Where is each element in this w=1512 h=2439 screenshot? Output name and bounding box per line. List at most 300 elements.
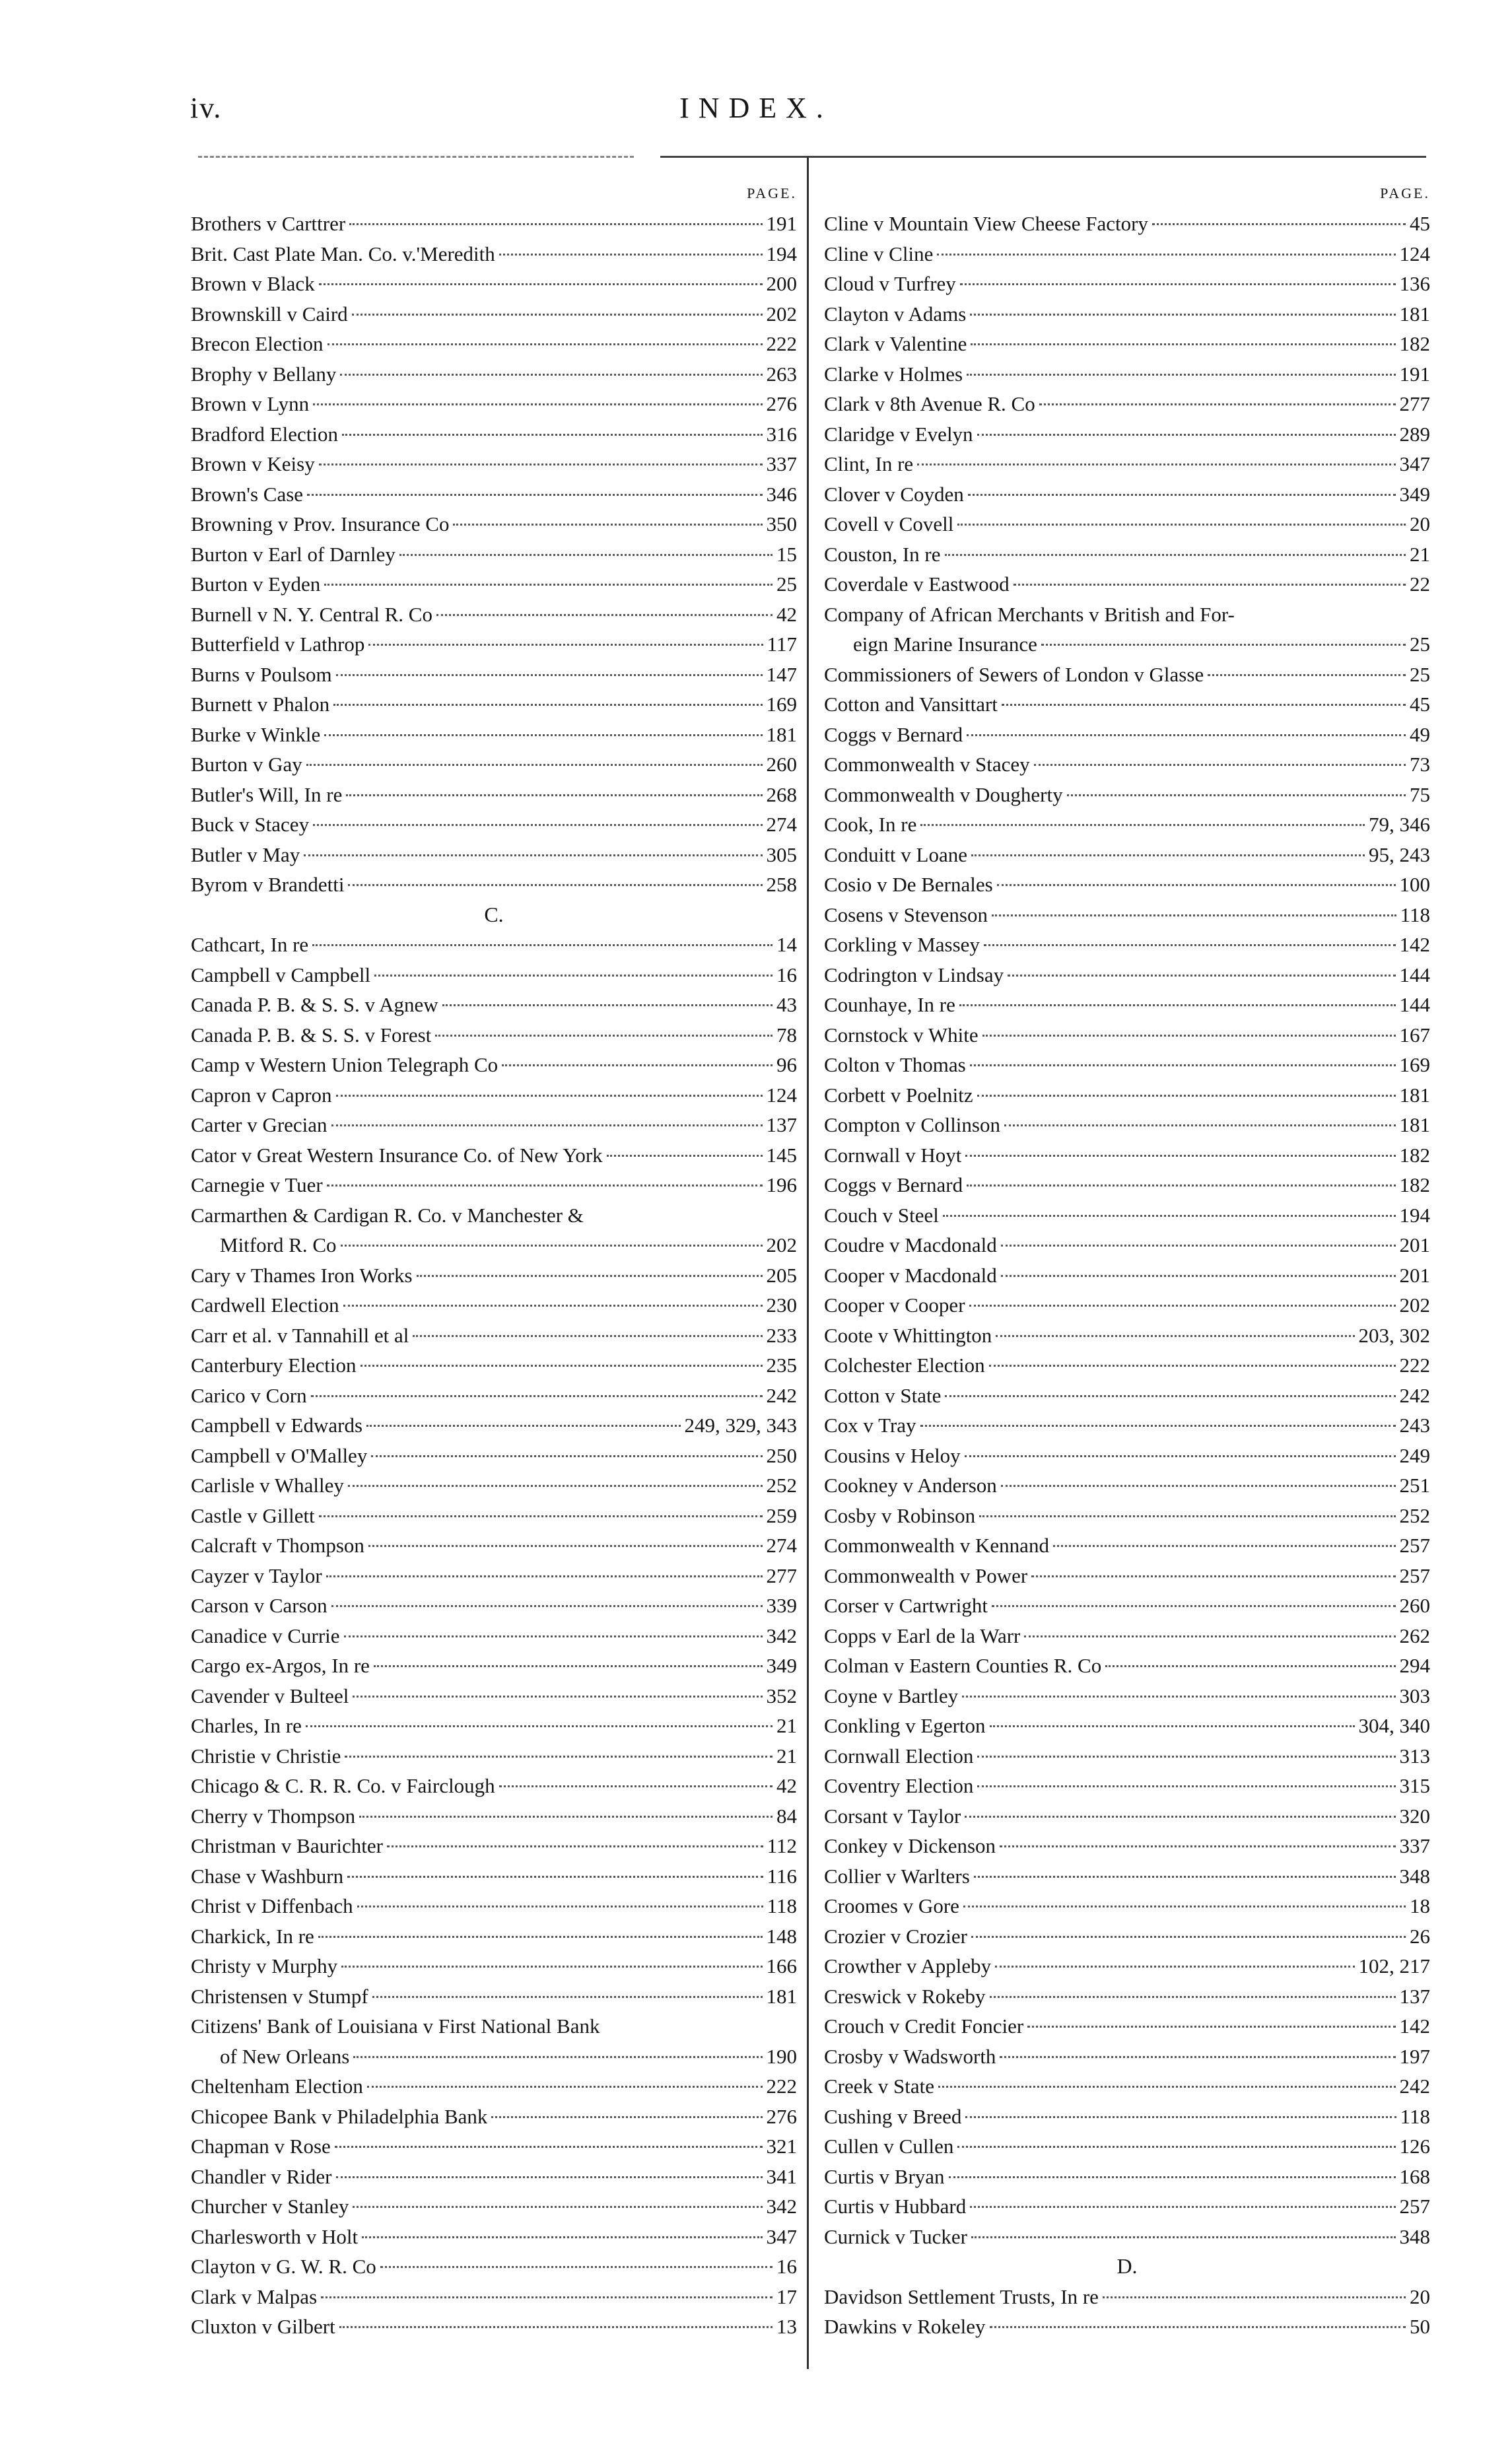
case-name: Charles, In re xyxy=(191,1714,302,1737)
dot-leader xyxy=(349,223,762,225)
dot-leader xyxy=(1001,1245,1396,1247)
page-reference: 118 xyxy=(1400,2104,1430,2128)
index-entry xyxy=(824,1951,1430,1981)
dot-leader xyxy=(341,1966,762,1968)
dot-leader xyxy=(346,794,762,796)
page-reference: 168 xyxy=(1399,2164,1430,2188)
page-reference: 124 xyxy=(766,1083,797,1107)
index-entry xyxy=(824,1110,1430,1140)
page-reference: 337 xyxy=(1399,1834,1430,1857)
index-entry xyxy=(824,209,1430,239)
index-entry xyxy=(191,960,797,990)
column-divider xyxy=(807,157,809,2369)
dot-leader xyxy=(1014,584,1406,586)
dot-leader xyxy=(387,1845,763,1847)
page-reference: 43 xyxy=(776,993,797,1016)
index-entry xyxy=(191,2071,797,2102)
index-entry xyxy=(824,299,1430,329)
index-entry xyxy=(824,2042,1430,2072)
dot-leader xyxy=(306,1725,773,1727)
case-name: Cooper v Macdonald xyxy=(824,1263,997,1287)
dot-leader xyxy=(990,2326,1406,2328)
page-reference: 350 xyxy=(766,512,797,535)
dot-leader xyxy=(368,644,763,646)
page-reference: 21 xyxy=(776,1744,797,1768)
case-name: Carter v Grecian xyxy=(191,1113,327,1136)
dot-leader xyxy=(321,2296,773,2298)
page-reference: 18 xyxy=(1410,1894,1430,1917)
case-name: Cornstock v White xyxy=(824,1023,979,1047)
index-entry xyxy=(191,689,797,720)
page-reference: 181 xyxy=(766,1984,797,2008)
dot-leader xyxy=(413,1335,762,1337)
index-entry xyxy=(191,509,797,539)
dot-leader xyxy=(970,314,1395,316)
page-reference: 251 xyxy=(1399,1474,1430,1497)
case-name: Christy v Murphy xyxy=(191,1954,338,1977)
case-name: Butler's Will, In re xyxy=(191,782,343,806)
index-entry xyxy=(824,1260,1430,1291)
case-name: Burnell v N. Y. Central R. Co xyxy=(191,602,432,626)
dot-leader xyxy=(368,1545,763,1547)
dot-leader xyxy=(342,434,763,436)
index-entry xyxy=(824,2282,1430,2312)
dot-leader xyxy=(417,1275,763,1277)
case-name: Carico v Corn xyxy=(191,1383,307,1407)
dot-leader xyxy=(399,554,773,556)
case-name: Coyne v Bartley xyxy=(824,1684,959,1707)
case-name-continuation: of New Orleans xyxy=(220,2044,350,2068)
case-name: Cator v Great Western Insurance Co. of New York xyxy=(191,1143,603,1167)
dot-leader xyxy=(331,1605,763,1607)
index-entry xyxy=(824,1921,1430,1952)
dot-leader xyxy=(357,1906,763,1907)
dot-leader xyxy=(971,343,1395,345)
index-entry xyxy=(191,419,797,450)
dot-leader xyxy=(943,1215,1396,1217)
case-name: Cloud v Turfrey xyxy=(824,272,956,295)
page-reference: 341 xyxy=(766,2164,797,2188)
page-reference: 315 xyxy=(1399,1774,1430,1797)
dot-leader xyxy=(1105,1665,1395,1667)
page-reference: 313 xyxy=(1399,1744,1430,1768)
dot-leader xyxy=(1067,794,1406,796)
case-name: Charkick, In re xyxy=(191,1924,314,1948)
index-entry xyxy=(191,389,797,419)
index-entry xyxy=(824,419,1430,450)
case-name: Colman v Eastern Counties R. Co xyxy=(824,1654,1102,1677)
dot-leader xyxy=(359,1816,773,1818)
page-reference: 202 xyxy=(766,302,797,326)
case-name: Cook, In re xyxy=(824,813,917,836)
case-name: Croomes v Gore xyxy=(824,1894,959,1917)
index-entry xyxy=(191,1501,797,1531)
index-entry xyxy=(824,539,1430,570)
dot-leader xyxy=(453,524,762,526)
case-name: Covell v Covell xyxy=(824,512,954,535)
dot-leader xyxy=(977,1785,1395,1787)
index-entry xyxy=(191,1891,797,1921)
index-entry xyxy=(824,809,1430,840)
page-reference: 15 xyxy=(776,542,797,566)
index-entry xyxy=(191,1530,797,1561)
dot-leader xyxy=(311,1395,763,1397)
case-name: Compton v Collinson xyxy=(824,1113,1000,1136)
dot-leader xyxy=(313,824,762,826)
page-reference: 249 xyxy=(1399,1443,1430,1467)
page-reference: 201 xyxy=(1399,1263,1430,1287)
dot-leader xyxy=(965,2116,1396,2118)
page-reference: 25 xyxy=(1410,662,1430,686)
page-reference: 348 xyxy=(1399,2224,1430,2248)
case-name: Corser v Cartwright xyxy=(824,1594,988,1617)
index-entry xyxy=(824,1861,1430,1892)
index-entry xyxy=(191,1140,797,1171)
index-entry xyxy=(191,209,797,239)
index-entry xyxy=(191,1170,797,1200)
case-name: Davidson Settlement Trusts, In re xyxy=(824,2284,1099,2308)
index-entry xyxy=(824,900,1430,930)
page-reference: 118 xyxy=(767,1894,797,1917)
index-entry xyxy=(191,1321,797,1351)
dot-leader xyxy=(607,1155,763,1157)
page-reference: 144 xyxy=(1399,993,1430,1016)
index-entry xyxy=(191,329,797,359)
case-name: Burton v Gay xyxy=(191,753,302,776)
page-reference: 190 xyxy=(766,2044,797,2068)
dot-leader xyxy=(1152,223,1406,225)
case-name: Couch v Steel xyxy=(824,1203,939,1227)
case-name: Cary v Thames Iron Works xyxy=(191,1263,413,1287)
page-reference: 182 xyxy=(1399,332,1430,355)
page-reference: 342 xyxy=(766,2195,797,2218)
page-reference: 45 xyxy=(1410,212,1430,235)
index-entry xyxy=(824,269,1430,299)
index-entry xyxy=(824,1140,1430,1171)
index-entry xyxy=(824,1200,1430,1231)
dot-leader xyxy=(374,975,773,977)
index-entry xyxy=(191,2191,797,2222)
dot-leader xyxy=(353,1696,762,1698)
case-name: Conkling v Egerton xyxy=(824,1714,986,1737)
page-reference: 145 xyxy=(766,1143,797,1167)
case-name: Creek v State xyxy=(824,2075,935,2098)
case-name: Curnick v Tucker xyxy=(824,2224,967,2248)
case-name-continuation-line xyxy=(191,2042,797,2072)
index-entry xyxy=(824,2191,1430,2222)
index-entry xyxy=(191,1951,797,1981)
page-reference: 166 xyxy=(766,1954,797,1977)
case-name: Company of African Merchants v British and For- xyxy=(824,602,1235,626)
case-name: Christie v Christie xyxy=(191,1744,341,1768)
dot-leader xyxy=(353,2206,762,2208)
case-name: Cathcart, In re xyxy=(191,933,309,956)
dot-leader xyxy=(965,1155,1395,1157)
index-entry xyxy=(191,1561,797,1591)
dot-leader xyxy=(319,1515,763,1517)
case-name: Cargo ex-Argos, In re xyxy=(191,1654,370,1677)
case-name: Christensen v Stumpf xyxy=(191,1984,368,2008)
case-name: Brown v Black xyxy=(191,272,315,295)
dot-leader xyxy=(962,1696,1395,1698)
index-entry xyxy=(191,629,797,660)
case-name: Copps v Earl de la Warr xyxy=(824,1624,1021,1647)
dot-leader xyxy=(917,464,1395,465)
index-entry xyxy=(191,990,797,1020)
dot-leader xyxy=(313,403,762,405)
index-entry xyxy=(824,930,1430,960)
page-reference: 137 xyxy=(1399,1984,1430,2008)
index-entry xyxy=(191,1350,797,1381)
page-reference: 25 xyxy=(1410,633,1430,656)
case-name: Bradford Election xyxy=(191,422,338,446)
index-entry xyxy=(824,1080,1430,1111)
case-name: Clark v Malpas xyxy=(191,2284,318,2308)
case-name-continuation-line xyxy=(824,629,1430,660)
case-name: Codrington v Lindsay xyxy=(824,963,1004,986)
index-entry xyxy=(191,1020,797,1050)
page-reference: 194 xyxy=(766,242,797,265)
index-entry xyxy=(824,1681,1430,1711)
page-reference: 274 xyxy=(766,813,797,836)
index-entry xyxy=(191,780,797,810)
dot-leader xyxy=(979,1515,1395,1517)
page-reference: 243 xyxy=(1399,1414,1430,1437)
index-entry xyxy=(824,1801,1430,1832)
case-name: Brophy v Bellany xyxy=(191,362,337,386)
index-entry xyxy=(824,749,1430,780)
dot-leader xyxy=(967,734,1406,736)
index-entry xyxy=(191,1651,797,1681)
case-name: Corbett v Poelnitz xyxy=(824,1083,973,1107)
page-reference: 79, 346 xyxy=(1369,813,1430,836)
page-reference: 118 xyxy=(1400,903,1430,926)
case-name: Coventry Election xyxy=(824,1774,974,1797)
dot-leader xyxy=(995,1966,1354,1968)
index-entry xyxy=(191,1591,797,1621)
dot-leader xyxy=(344,1635,763,1637)
case-name: Burnett v Phalon xyxy=(191,693,330,716)
index-entry xyxy=(824,2312,1430,2342)
page-reference: 276 xyxy=(766,392,797,415)
dot-leader xyxy=(1103,2296,1406,2298)
dot-leader xyxy=(949,2176,1396,2178)
page-reference: 112 xyxy=(767,1834,797,1857)
index-entry xyxy=(824,509,1430,539)
case-name: Conduitt v Loane xyxy=(824,842,967,866)
dot-leader xyxy=(345,1756,773,1758)
page-reference: 259 xyxy=(766,1503,797,1527)
dot-leader xyxy=(971,854,1365,856)
case-name: Clarke v Holmes xyxy=(824,362,963,386)
case-name: Butler v May xyxy=(191,842,300,866)
case-name: Crosby v Wadsworth xyxy=(824,2044,996,2068)
page-reference: 181 xyxy=(766,722,797,746)
index-entry xyxy=(824,329,1430,359)
index-entry xyxy=(191,299,797,329)
index-entry xyxy=(191,269,797,299)
case-name: Cookney v Anderson xyxy=(824,1474,997,1497)
case-name: Corkling v Massey xyxy=(824,933,980,956)
dot-leader xyxy=(331,1124,763,1126)
case-name: Coggs v Bernard xyxy=(824,722,963,746)
dot-leader xyxy=(945,554,1406,556)
page-reference: 257 xyxy=(1399,2195,1430,2218)
index-entry xyxy=(824,569,1430,600)
case-name: Carlisle v Whalley xyxy=(191,1474,344,1497)
dot-leader xyxy=(968,494,1396,496)
page-reference: 22 xyxy=(1410,572,1430,596)
page-reference: 181 xyxy=(1399,1113,1430,1136)
dot-leader xyxy=(361,1365,763,1367)
case-name: Cluxton v Gilbert xyxy=(191,2315,335,2338)
dot-leader xyxy=(340,374,762,376)
case-name: Carr et al. v Tannahill et al xyxy=(191,1323,409,1347)
left-column xyxy=(191,178,797,2342)
case-name: Canada P. B. & S. S. v Forest xyxy=(191,1023,432,1047)
case-name: Cardwell Election xyxy=(191,1293,339,1317)
case-name: Chapman v Rose xyxy=(191,2135,331,2158)
index-entry xyxy=(824,600,1430,660)
dot-leader xyxy=(1039,403,1396,405)
case-name: Commonwealth v Kennand xyxy=(824,1534,1049,1557)
index-entry xyxy=(824,1170,1430,1200)
page-reference: 142 xyxy=(1399,2014,1430,2038)
index-entry xyxy=(191,449,797,479)
dot-leader xyxy=(992,1605,1396,1607)
index-entry xyxy=(824,1350,1430,1381)
dot-leader xyxy=(327,343,763,345)
dot-leader xyxy=(1008,975,1395,977)
page-reference: 124 xyxy=(1399,242,1430,265)
index-entry xyxy=(824,1410,1430,1441)
case-name-continuation: Mitford R. Co xyxy=(220,1233,337,1256)
index-entry xyxy=(191,720,797,750)
dot-leader xyxy=(992,914,1396,916)
dot-leader xyxy=(965,1816,1395,1818)
dot-leader xyxy=(348,884,762,886)
dot-leader xyxy=(367,2086,763,2088)
page-reference: 258 xyxy=(766,873,797,896)
case-name: Creswick v Rokeby xyxy=(824,1984,986,2008)
case-name: Conkey v Dickenson xyxy=(824,1834,996,1857)
index-entry xyxy=(824,389,1430,419)
case-name: Brown v Keisy xyxy=(191,452,315,475)
case-name: Canterbury Election xyxy=(191,1354,357,1377)
page-reference: 49 xyxy=(1410,722,1430,746)
case-name: Brecon Election xyxy=(191,332,324,355)
case-name-continuation: eign Marine Insurance xyxy=(853,633,1037,656)
case-name: Coverdale v Eastwood xyxy=(824,572,1010,596)
page-column-heading: PAGE. xyxy=(747,185,797,201)
dot-leader xyxy=(969,1305,1396,1307)
case-name: Clint, In re xyxy=(824,452,914,475)
case-name: Coudre v Macdonald xyxy=(824,1233,997,1256)
page-reference: 136 xyxy=(1399,272,1430,295)
case-name: Chicago & C. R. R. Co. v Fairclough xyxy=(191,1774,495,1797)
index-entry xyxy=(824,689,1430,720)
index-entry xyxy=(824,1530,1430,1561)
page-reference: 42 xyxy=(776,1774,797,1797)
case-name: Burton v Eyden xyxy=(191,572,321,596)
dot-leader xyxy=(1004,1124,1396,1126)
page-reference: 222 xyxy=(1399,1354,1430,1377)
dot-leader xyxy=(341,1245,763,1247)
page-reference: 167 xyxy=(1399,1023,1430,1047)
case-name: Cullen v Cullen xyxy=(824,2135,954,2158)
dot-leader xyxy=(366,1425,680,1427)
dot-leader xyxy=(970,1064,1396,1066)
dot-leader xyxy=(319,283,763,285)
index-entry xyxy=(191,539,797,570)
index-entry xyxy=(191,1771,797,1801)
dot-leader xyxy=(442,1004,773,1006)
index-entry xyxy=(824,1050,1430,1080)
index-entry xyxy=(191,809,797,840)
page-reference: 235 xyxy=(766,1354,797,1377)
case-name: Churcher v Stanley xyxy=(191,2195,349,2218)
dot-leader xyxy=(307,494,762,496)
case-name: Burke v Winkle xyxy=(191,722,321,746)
page-reference: 196 xyxy=(766,1173,797,1196)
page-reference: 147 xyxy=(766,662,797,686)
page-reference: 249, 329, 343 xyxy=(684,1414,797,1437)
index-entry xyxy=(824,1381,1430,1411)
case-name: Campbell v Campbell xyxy=(191,963,371,986)
page-reference: 26 xyxy=(1410,1924,1430,1948)
index-entry xyxy=(191,840,797,870)
dot-leader xyxy=(977,434,1396,436)
dot-leader xyxy=(326,1575,763,1577)
page-reference: 17 xyxy=(776,2284,797,2308)
index-entry xyxy=(191,1681,797,1711)
index-entry xyxy=(191,1050,797,1080)
header-rule-right xyxy=(660,156,1426,158)
page-reference: 169 xyxy=(766,693,797,716)
index-entry xyxy=(824,449,1430,479)
case-name: Charlesworth v Holt xyxy=(191,2224,359,2248)
dot-leader xyxy=(353,2056,762,2058)
page-reference: 252 xyxy=(1399,1503,1430,1527)
case-name: Cosens v Stevenson xyxy=(824,903,988,926)
dot-leader xyxy=(312,944,773,946)
case-name: Collier v Warlters xyxy=(824,1864,970,1888)
dot-leader xyxy=(971,2236,1396,2238)
page-reference: 339 xyxy=(766,1594,797,1617)
page-reference: 181 xyxy=(1399,302,1430,326)
dot-leader xyxy=(362,2236,762,2238)
case-name: Carson v Carson xyxy=(191,1594,327,1617)
case-name: Cline v Mountain View Cheese Factory xyxy=(824,212,1148,235)
case-name: Cornwall Election xyxy=(824,1744,974,1768)
page-header xyxy=(0,91,1512,137)
index-entry xyxy=(191,2312,797,2342)
case-name-continuation-line xyxy=(191,1230,797,1260)
index-entry xyxy=(191,2282,797,2312)
case-name: Canada P. B. & S. S. v Agnew xyxy=(191,993,438,1016)
dot-leader xyxy=(990,1725,1355,1727)
dot-leader xyxy=(352,314,763,316)
dot-leader xyxy=(336,2176,763,2178)
dot-leader xyxy=(502,1064,773,1066)
case-name: Brownskill v Caird xyxy=(191,302,348,326)
page-reference: 260 xyxy=(1399,1594,1430,1617)
dot-leader xyxy=(1000,1845,1395,1847)
page-reference: 142 xyxy=(1399,933,1430,956)
dot-leader xyxy=(997,884,1396,886)
index-entry xyxy=(191,359,797,390)
page-title: INDEX. xyxy=(679,92,833,124)
